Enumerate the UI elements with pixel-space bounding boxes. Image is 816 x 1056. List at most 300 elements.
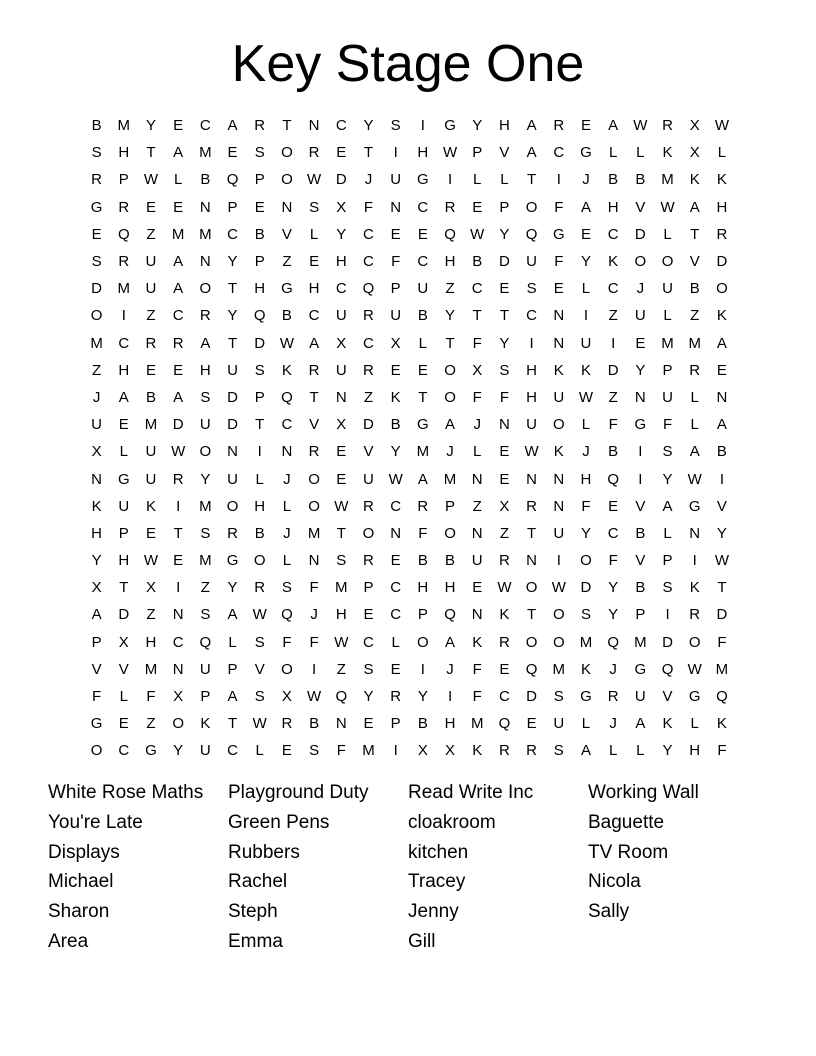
grid-letter[interactable]: Y: [227, 307, 238, 325]
grid-letter[interactable]: Q: [716, 688, 728, 706]
grid-letter[interactable]: Z: [445, 280, 455, 298]
grid-letter[interactable]: N: [281, 198, 293, 216]
grid-letter[interactable]: D: [716, 606, 728, 624]
grid-letter[interactable]: B: [445, 552, 456, 570]
grid-letter[interactable]: A: [526, 117, 537, 135]
grid-letter[interactable]: G: [688, 497, 701, 515]
grid-letter[interactable]: J: [446, 443, 454, 461]
grid-letter[interactable]: K: [499, 606, 510, 624]
grid-letter[interactable]: G: [580, 144, 592, 162]
grid-letter[interactable]: A: [173, 253, 184, 271]
grid-letter[interactable]: E: [173, 552, 184, 570]
grid-letter[interactable]: K: [662, 144, 673, 162]
grid-letter[interactable]: C: [390, 497, 402, 515]
grid-letter[interactable]: H: [498, 117, 510, 135]
grid-letter[interactable]: A: [173, 388, 184, 406]
grid-letter[interactable]: O: [444, 361, 456, 379]
grid-letter[interactable]: S: [254, 144, 265, 162]
grid-letter[interactable]: N: [634, 388, 646, 406]
grid-letter[interactable]: P: [390, 715, 401, 733]
grid-letter[interactable]: B: [254, 225, 265, 243]
grid-letter[interactable]: X: [336, 198, 347, 216]
grid-letter[interactable]: P: [662, 361, 673, 379]
grid-letter[interactable]: F: [554, 198, 564, 216]
grid-letter[interactable]: J: [310, 606, 318, 624]
grid-letter[interactable]: L: [690, 416, 699, 434]
grid-letter[interactable]: M: [416, 443, 430, 461]
grid-letter[interactable]: K: [608, 253, 619, 271]
grid-letter[interactable]: L: [663, 225, 672, 243]
grid-letter[interactable]: U: [335, 361, 347, 379]
grid-letter[interactable]: N: [526, 552, 538, 570]
grid-letter[interactable]: X: [336, 334, 347, 352]
grid-letter[interactable]: W: [307, 688, 322, 706]
grid-letter[interactable]: J: [283, 470, 291, 488]
grid-letter[interactable]: R: [716, 225, 728, 243]
grid-letter[interactable]: P: [254, 171, 265, 189]
grid-letter[interactable]: O: [661, 253, 674, 271]
grid-letter[interactable]: B: [281, 307, 292, 325]
grid-letter[interactable]: E: [390, 361, 401, 379]
grid-letter[interactable]: G: [634, 416, 647, 434]
grid-letter[interactable]: L: [282, 552, 292, 570]
grid-letter[interactable]: Z: [608, 307, 618, 325]
grid-letter[interactable]: P: [227, 660, 238, 678]
grid-letter[interactable]: W: [252, 606, 267, 624]
grid-letter[interactable]: C: [363, 633, 374, 651]
grid-letter[interactable]: H: [580, 470, 592, 488]
grid-letter[interactable]: S: [200, 388, 211, 406]
grid-letter[interactable]: K: [580, 660, 591, 678]
grid-letter[interactable]: N: [553, 334, 565, 352]
grid-letter[interactable]: T: [445, 334, 455, 352]
grid-letter[interactable]: V: [91, 660, 102, 678]
grid-letter[interactable]: N: [553, 307, 565, 325]
grid-letter[interactable]: R: [172, 334, 184, 352]
grid-letter[interactable]: W: [660, 198, 675, 216]
grid-letter[interactable]: S: [254, 361, 265, 379]
grid-letter[interactable]: A: [526, 144, 537, 162]
grid-letter[interactable]: I: [176, 497, 181, 515]
grid-letter[interactable]: E: [580, 117, 591, 135]
grid-letter[interactable]: Q: [498, 715, 511, 733]
grid-letter[interactable]: E: [336, 443, 347, 461]
grid-letter[interactable]: T: [418, 388, 428, 406]
grid-letter[interactable]: R: [662, 117, 673, 135]
grid-letter[interactable]: A: [580, 742, 591, 760]
grid-letter[interactable]: S: [553, 688, 564, 706]
grid-letter[interactable]: U: [662, 280, 673, 298]
grid-letter[interactable]: N: [199, 253, 211, 271]
grid-letter[interactable]: W: [143, 552, 159, 570]
grid-letter[interactable]: N: [335, 715, 347, 733]
grid-letter[interactable]: A: [689, 198, 700, 216]
grid-letter[interactable]: I: [692, 552, 697, 570]
grid-letter[interactable]: Z: [282, 253, 292, 271]
grid-letter[interactable]: W: [470, 225, 485, 243]
grid-letter[interactable]: N: [716, 388, 728, 406]
grid-letter[interactable]: M: [307, 524, 321, 542]
grid-letter[interactable]: W: [633, 117, 648, 135]
grid-letter[interactable]: Z: [92, 361, 102, 379]
grid-letter[interactable]: A: [716, 416, 727, 434]
grid-letter[interactable]: Z: [146, 715, 156, 733]
grid-letter[interactable]: W: [279, 334, 294, 352]
grid-letter[interactable]: R: [498, 552, 510, 570]
grid-letter[interactable]: F: [363, 198, 374, 216]
grid-letter[interactable]: S: [91, 253, 102, 271]
grid-letter[interactable]: E: [173, 117, 184, 135]
grid-letter[interactable]: J: [92, 388, 101, 406]
grid-letter[interactable]: U: [634, 307, 646, 325]
grid-letter[interactable]: Y: [363, 688, 374, 706]
grid-letter[interactable]: L: [690, 388, 699, 406]
grid-letter[interactable]: L: [473, 171, 482, 189]
grid-letter[interactable]: A: [608, 117, 619, 135]
grid-letter[interactable]: N: [390, 198, 402, 216]
grid-letter[interactable]: U: [145, 470, 157, 488]
grid-letter[interactable]: Z: [499, 524, 509, 542]
grid-letter[interactable]: L: [418, 334, 428, 352]
grid-letter[interactable]: O: [308, 497, 320, 515]
grid-letter[interactable]: O: [688, 633, 701, 651]
grid-letter[interactable]: I: [393, 742, 398, 760]
grid-letter[interactable]: C: [308, 307, 320, 325]
grid-letter[interactable]: Q: [226, 171, 239, 189]
grid-letter[interactable]: Q: [362, 280, 375, 298]
grid-letter[interactable]: G: [281, 280, 293, 298]
grid-letter[interactable]: T: [227, 715, 238, 733]
grid-letter[interactable]: G: [417, 416, 429, 434]
grid-letter[interactable]: O: [308, 470, 320, 488]
grid-letter[interactable]: L: [255, 742, 264, 760]
grid-letter[interactable]: E: [118, 416, 129, 434]
grid-letter[interactable]: I: [611, 334, 616, 352]
grid-letter[interactable]: R: [689, 361, 701, 379]
grid-letter[interactable]: C: [363, 334, 374, 352]
grid-letter[interactable]: Y: [608, 579, 619, 597]
grid-letter[interactable]: O: [281, 144, 293, 162]
grid-letter[interactable]: P: [417, 606, 428, 624]
grid-letter[interactable]: V: [499, 144, 510, 162]
grid-letter[interactable]: K: [716, 171, 727, 189]
grid-letter[interactable]: W: [687, 470, 702, 488]
grid-letter[interactable]: O: [172, 715, 184, 733]
grid-letter[interactable]: S: [662, 443, 673, 461]
grid-letter[interactable]: D: [118, 606, 130, 624]
grid-letter[interactable]: X: [390, 334, 401, 352]
grid-letter[interactable]: Y: [227, 253, 238, 271]
grid-letter[interactable]: C: [498, 688, 510, 706]
grid-letter[interactable]: G: [580, 688, 592, 706]
grid-letter[interactable]: Y: [200, 470, 211, 488]
grid-letter[interactable]: C: [390, 579, 402, 597]
grid-letter[interactable]: W: [252, 715, 267, 733]
grid-letter[interactable]: K: [91, 497, 102, 515]
grid-letter[interactable]: U: [471, 552, 483, 570]
grid-letter[interactable]: K: [145, 497, 156, 515]
grid-letter[interactable]: E: [499, 660, 510, 678]
grid-letter[interactable]: N: [199, 198, 211, 216]
grid-letter[interactable]: Z: [472, 497, 482, 515]
grid-letter[interactable]: A: [309, 334, 320, 352]
grid-letter[interactable]: V: [309, 416, 320, 434]
grid-letter[interactable]: G: [417, 171, 429, 189]
grid-letter[interactable]: L: [173, 171, 183, 189]
grid-letter[interactable]: Y: [390, 443, 401, 461]
grid-letter[interactable]: U: [335, 307, 347, 325]
grid-letter[interactable]: L: [282, 497, 292, 515]
grid-letter[interactable]: O: [253, 552, 266, 570]
grid-letter[interactable]: P: [390, 280, 401, 298]
grid-letter[interactable]: K: [580, 361, 591, 379]
grid-letter[interactable]: V: [689, 253, 700, 271]
grid-letter[interactable]: K: [553, 361, 564, 379]
grid-letter[interactable]: E: [608, 497, 619, 515]
grid-letter[interactable]: B: [635, 171, 646, 189]
grid-letter[interactable]: E: [499, 280, 510, 298]
grid-letter[interactable]: A: [417, 470, 428, 488]
grid-letter[interactable]: B: [716, 443, 727, 461]
grid-letter[interactable]: R: [363, 307, 374, 325]
grid-letter[interactable]: L: [608, 742, 618, 760]
grid-letter[interactable]: T: [255, 416, 265, 434]
grid-letter[interactable]: U: [227, 361, 238, 379]
grid-letter[interactable]: C: [417, 198, 429, 216]
grid-letter[interactable]: O: [716, 280, 728, 298]
grid-letter[interactable]: H: [526, 361, 538, 379]
grid-letter[interactable]: I: [447, 688, 453, 706]
grid-letter[interactable]: U: [118, 497, 130, 515]
grid-letter[interactable]: S: [363, 660, 374, 678]
grid-letter[interactable]: X: [336, 416, 347, 434]
grid-letter[interactable]: X: [118, 633, 129, 651]
grid-letter[interactable]: Q: [607, 470, 619, 488]
grid-letter[interactable]: Y: [173, 742, 184, 760]
grid-letter[interactable]: D: [580, 579, 592, 597]
grid-letter[interactable]: X: [281, 688, 292, 706]
grid-letter[interactable]: R: [363, 361, 374, 379]
grid-letter[interactable]: T: [527, 171, 537, 189]
grid-letter[interactable]: U: [199, 742, 211, 760]
grid-letter[interactable]: R: [417, 497, 429, 515]
grid-letter[interactable]: I: [638, 470, 643, 488]
grid-letter[interactable]: C: [607, 280, 619, 298]
grid-letter[interactable]: F: [581, 497, 591, 515]
grid-letter[interactable]: N: [471, 470, 483, 488]
grid-letter[interactable]: K: [716, 715, 727, 733]
grid-letter[interactable]: H: [689, 742, 701, 760]
grid-letter[interactable]: A: [580, 198, 591, 216]
grid-letter[interactable]: N: [308, 117, 320, 135]
grid-letter[interactable]: N: [526, 470, 538, 488]
grid-letter[interactable]: C: [172, 633, 184, 651]
grid-letter[interactable]: B: [417, 552, 428, 570]
grid-letter[interactable]: B: [635, 579, 646, 597]
grid-letter[interactable]: M: [661, 334, 674, 352]
grid-letter[interactable]: K: [472, 742, 483, 760]
grid-letter[interactable]: E: [145, 361, 156, 379]
grid-letter[interactable]: A: [227, 688, 238, 706]
grid-letter[interactable]: G: [552, 225, 565, 243]
grid-letter[interactable]: N: [498, 416, 510, 434]
grid-letter[interactable]: B: [254, 524, 265, 542]
grid-letter[interactable]: O: [525, 633, 538, 651]
grid-letter[interactable]: H: [308, 280, 320, 298]
grid-letter[interactable]: G: [90, 198, 103, 216]
grid-letter[interactable]: I: [176, 579, 181, 597]
grid-letter[interactable]: C: [335, 117, 347, 135]
grid-letter[interactable]: S: [526, 280, 537, 298]
grid-letter[interactable]: V: [635, 552, 646, 570]
grid-letter[interactable]: U: [553, 388, 565, 406]
grid-letter[interactable]: O: [552, 606, 565, 624]
grid-letter[interactable]: B: [635, 524, 646, 542]
grid-letter[interactable]: Y: [91, 552, 102, 570]
grid-letter[interactable]: E: [363, 606, 374, 624]
grid-letter[interactable]: I: [420, 117, 425, 135]
grid-letter[interactable]: T: [472, 307, 482, 325]
grid-letter[interactable]: U: [553, 524, 565, 542]
grid-letter[interactable]: M: [715, 660, 729, 678]
grid-letter[interactable]: R: [607, 688, 619, 706]
grid-letter[interactable]: T: [527, 524, 537, 542]
grid-letter[interactable]: D: [526, 688, 538, 706]
grid-letter[interactable]: T: [309, 388, 319, 406]
grid-letter[interactable]: S: [281, 579, 292, 597]
grid-letter[interactable]: K: [390, 388, 401, 406]
grid-letter[interactable]: I: [257, 443, 262, 461]
grid-letter[interactable]: G: [444, 117, 456, 135]
grid-letter[interactable]: H: [335, 253, 347, 271]
grid-letter[interactable]: J: [609, 660, 617, 678]
grid-letter[interactable]: H: [716, 198, 728, 216]
grid-letter[interactable]: Y: [662, 742, 673, 760]
grid-letter[interactable]: W: [307, 171, 322, 189]
grid-letter[interactable]: V: [281, 225, 292, 243]
grid-letter[interactable]: F: [92, 688, 102, 706]
grid-letter[interactable]: W: [551, 579, 566, 597]
grid-letter[interactable]: U: [199, 416, 211, 434]
grid-letter[interactable]: R: [498, 742, 510, 760]
grid-letter[interactable]: N: [91, 470, 103, 488]
grid-letter[interactable]: D: [662, 633, 673, 651]
grid-letter[interactable]: P: [445, 497, 456, 515]
grid-letter[interactable]: P: [254, 253, 265, 271]
grid-letter[interactable]: E: [553, 280, 564, 298]
grid-letter[interactable]: H: [526, 388, 538, 406]
word-search-grid[interactable]: [83, 112, 736, 765]
grid-letter[interactable]: B: [689, 280, 700, 298]
grid-letter[interactable]: C: [335, 280, 347, 298]
grid-letter[interactable]: L: [309, 225, 319, 243]
grid-letter[interactable]: M: [661, 171, 674, 189]
grid-letter[interactable]: E: [363, 715, 374, 733]
grid-letter[interactable]: E: [281, 742, 292, 760]
grid-letter[interactable]: J: [283, 524, 291, 542]
grid-letter[interactable]: G: [688, 688, 701, 706]
grid-letter[interactable]: J: [446, 660, 454, 678]
grid-letter[interactable]: O: [281, 660, 293, 678]
grid-letter[interactable]: R: [91, 171, 103, 189]
grid-letter[interactable]: B: [417, 307, 428, 325]
grid-letter[interactable]: Q: [525, 660, 538, 678]
grid-letter[interactable]: C: [172, 307, 184, 325]
grid-letter[interactable]: G: [634, 660, 647, 678]
grid-letter[interactable]: Y: [445, 307, 456, 325]
grid-letter[interactable]: R: [145, 334, 157, 352]
grid-letter[interactable]: C: [607, 225, 619, 243]
grid-letter[interactable]: O: [525, 579, 538, 597]
grid-letter[interactable]: H: [118, 144, 130, 162]
grid-letter[interactable]: X: [145, 579, 156, 597]
grid-letter[interactable]: W: [497, 579, 512, 597]
grid-letter[interactable]: T: [499, 307, 509, 325]
grid-letter[interactable]: Z: [146, 225, 156, 243]
grid-letter[interactable]: E: [390, 660, 401, 678]
grid-letter[interactable]: P: [363, 579, 374, 597]
grid-letter[interactable]: S: [254, 633, 265, 651]
grid-letter[interactable]: V: [635, 497, 646, 515]
grid-letter[interactable]: P: [499, 198, 510, 216]
grid-letter[interactable]: K: [662, 715, 673, 733]
grid-letter[interactable]: O: [552, 416, 565, 434]
grid-letter[interactable]: I: [556, 552, 561, 570]
grid-letter[interactable]: B: [309, 715, 320, 733]
grid-letter[interactable]: E: [336, 470, 347, 488]
grid-letter[interactable]: O: [525, 198, 538, 216]
grid-letter[interactable]: F: [472, 388, 482, 406]
grid-letter[interactable]: U: [553, 715, 565, 733]
grid-letter[interactable]: M: [470, 715, 484, 733]
grid-letter[interactable]: W: [524, 443, 539, 461]
grid-letter[interactable]: F: [554, 253, 564, 271]
grid-letter[interactable]: E: [254, 198, 265, 216]
grid-letter[interactable]: N: [689, 524, 701, 542]
grid-letter[interactable]: L: [500, 171, 509, 189]
grid-letter[interactable]: J: [636, 280, 645, 298]
grid-letter[interactable]: N: [172, 606, 184, 624]
grid-letter[interactable]: P: [472, 144, 483, 162]
grid-letter[interactable]: S: [200, 606, 211, 624]
grid-letter[interactable]: H: [335, 606, 347, 624]
grid-letter[interactable]: A: [716, 334, 727, 352]
grid-letter[interactable]: F: [662, 416, 673, 434]
grid-letter[interactable]: I: [312, 660, 317, 678]
grid-letter[interactable]: E: [336, 144, 347, 162]
grid-letter[interactable]: L: [581, 280, 591, 298]
grid-letter[interactable]: I: [420, 660, 425, 678]
grid-letter[interactable]: U: [390, 171, 402, 189]
grid-letter[interactable]: V: [363, 443, 374, 461]
grid-letter[interactable]: M: [90, 334, 103, 352]
grid-letter[interactable]: Q: [661, 660, 674, 678]
grid-letter[interactable]: Z: [200, 579, 210, 597]
grid-letter[interactable]: B: [608, 443, 619, 461]
grid-letter[interactable]: H: [145, 633, 157, 651]
grid-letter[interactable]: A: [689, 443, 700, 461]
grid-letter[interactable]: H: [199, 361, 211, 379]
grid-letter[interactable]: K: [281, 361, 292, 379]
grid-letter[interactable]: Y: [662, 470, 673, 488]
grid-letter[interactable]: W: [578, 388, 594, 406]
grid-letter[interactable]: J: [582, 443, 590, 461]
grid-letter[interactable]: S: [336, 552, 347, 570]
grid-letter[interactable]: M: [117, 280, 131, 298]
grid-letter[interactable]: E: [417, 361, 428, 379]
grid-letter[interactable]: O: [199, 280, 212, 298]
grid-letter[interactable]: U: [199, 660, 211, 678]
